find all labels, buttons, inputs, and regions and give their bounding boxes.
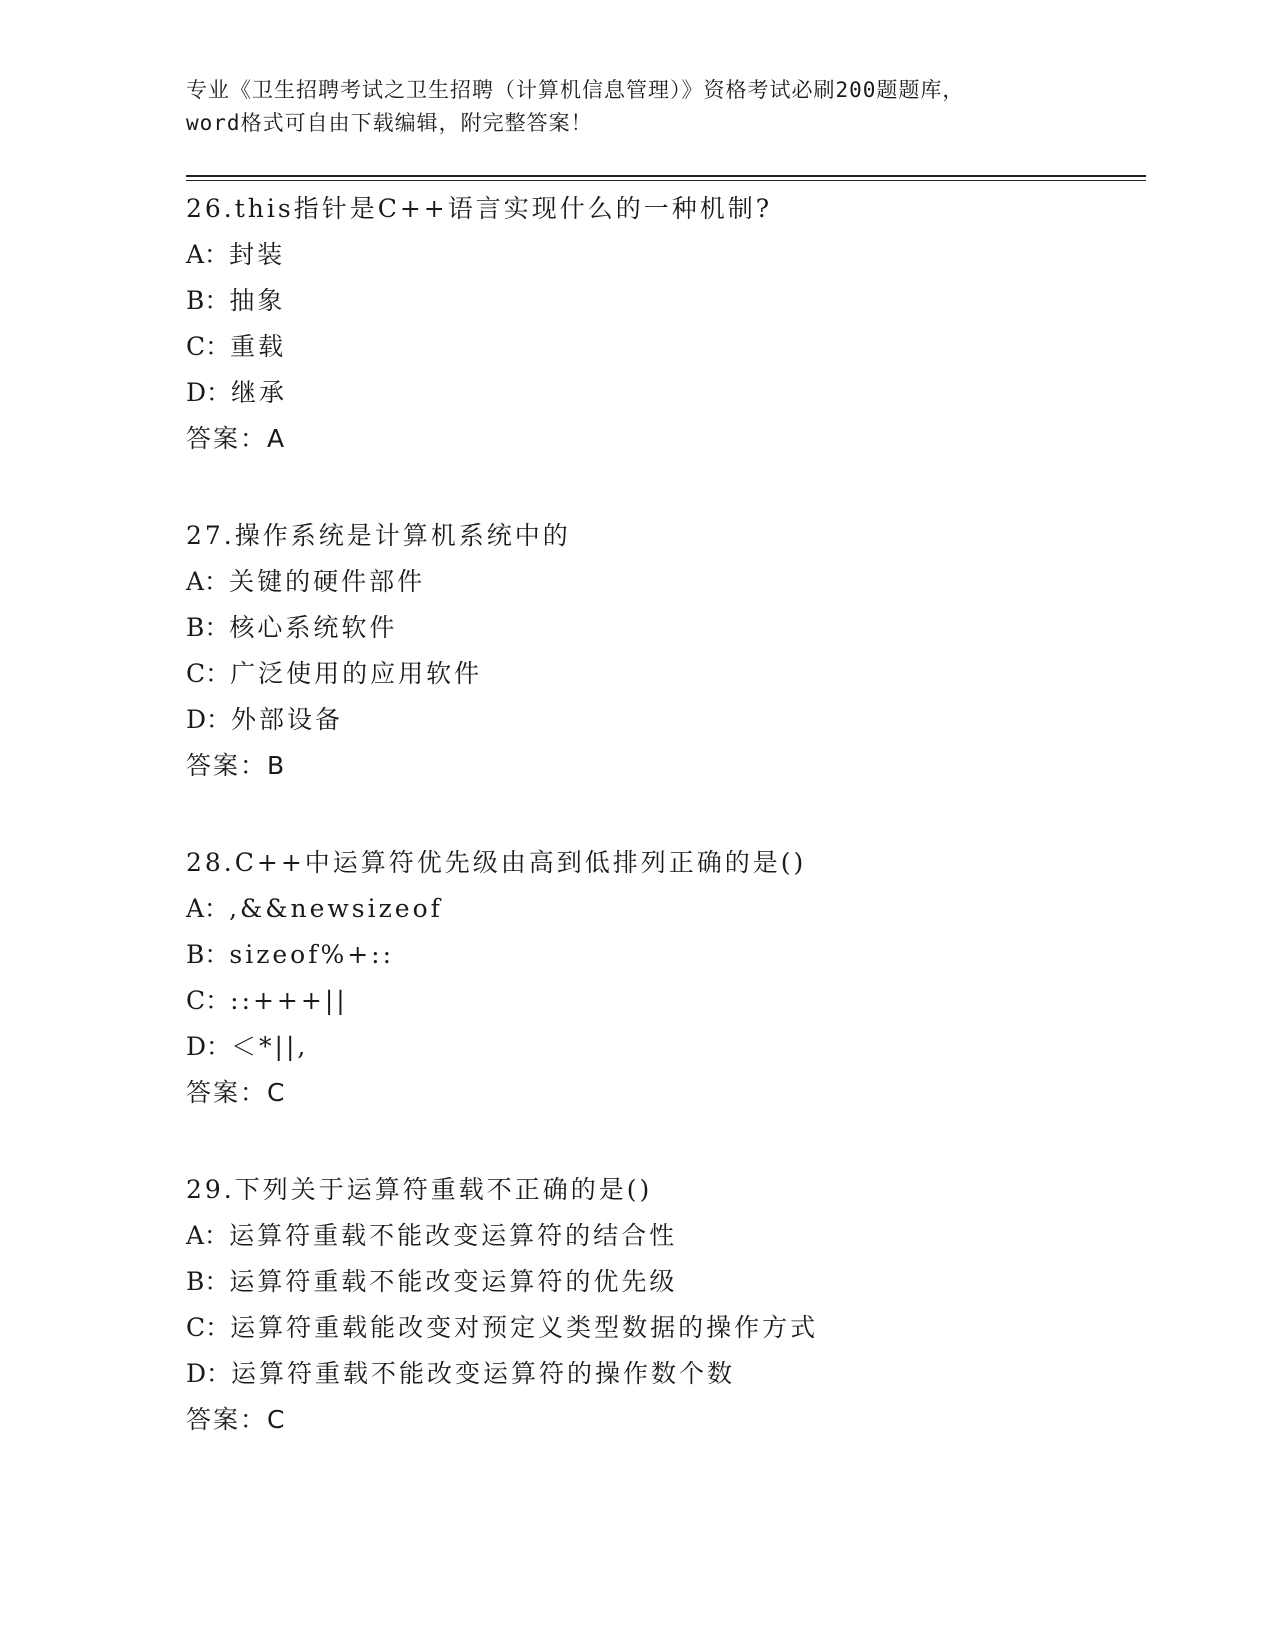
option-b [186,278,1146,324]
option-text: 外部设备 [231,705,344,734]
option-key: C： [186,1313,231,1342]
option-c [186,1305,1146,1351]
question-stem: 29.下列关于运算符重载不正确的是() [186,1175,653,1204]
option-c [186,978,1146,1024]
option-text: 运算符重载不能改变运算符的操作数个数 [231,1359,736,1388]
option-text: 抽象 [229,286,286,315]
option-key: A： [186,240,230,269]
option-d [186,697,1146,743]
option-key: D： [186,705,232,734]
option-b [186,1259,1146,1305]
option-text: 继承 [231,378,288,407]
header-line-1: 专业《卫生招聘考试之卫生招聘（计算机信息管理）》资格考试必刷200题题库， [186,78,965,102]
answer-line: 答案：C [186,1405,287,1434]
option-text: 广泛使用的应用软件 [230,659,483,688]
option-key: A： [186,1221,230,1250]
question-stem: 28.C++中运算符优先级由高到低排列正确的是() [186,848,807,877]
option-text: 核心系统软件 [229,613,398,642]
option-key: D： [186,1032,232,1061]
question-28 [186,840,1146,1116]
option-key: C： [186,659,231,688]
question-stem: 26.this指针是C++语言实现什么的一种机制? [186,194,773,223]
option-key: B： [186,940,230,969]
option-text: 运算符重载不能改变运算符的结合性 [229,1221,678,1250]
option-d [186,1024,1146,1070]
option-b [186,605,1146,651]
option-a [186,232,1146,278]
option-a [186,886,1146,932]
question-26 [186,186,1146,462]
option-b [186,932,1146,978]
option-text: ::+++|| [230,986,348,1015]
header-divider [186,175,1146,181]
option-a [186,559,1146,605]
option-text: 封装 [229,240,286,269]
option-text: ＜*||, [231,1032,309,1061]
option-key: A： [186,567,230,596]
option-text: 重载 [230,332,287,361]
option-text: sizeof%+:: [229,940,395,969]
option-text: 运算符重载不能改变运算符的优先级 [229,1267,678,1296]
question-list [186,186,1146,1494]
question-stem: 27.操作系统是计算机系统中的 [186,521,571,550]
option-key: D： [186,1359,232,1388]
option-key: B： [186,613,230,642]
option-text: 运算符重载能改变对预定义类型数据的操作方式 [230,1313,819,1342]
answer-line: 答案：B [186,751,287,780]
option-c [186,651,1146,697]
answer-line: 答案：C [186,1078,287,1107]
option-key: B： [186,1267,230,1296]
option-key: C： [186,332,231,361]
option-d [186,370,1146,416]
option-a [186,1213,1146,1259]
option-key: C： [186,986,231,1015]
header-line-2: word格式可自由下载编辑，附完整答案！ [186,111,593,135]
option-c [186,324,1146,370]
answer-line: 答案：A [186,424,287,453]
option-text: ,&&newsizeof [229,894,443,923]
option-d [186,1351,1146,1397]
option-key: D： [186,378,232,407]
option-key: A： [186,894,230,923]
question-27 [186,513,1146,789]
option-text: 关键的硬件部件 [229,567,426,596]
option-key: B： [186,286,230,315]
question-29 [186,1167,1146,1443]
document-header [186,74,1106,140]
